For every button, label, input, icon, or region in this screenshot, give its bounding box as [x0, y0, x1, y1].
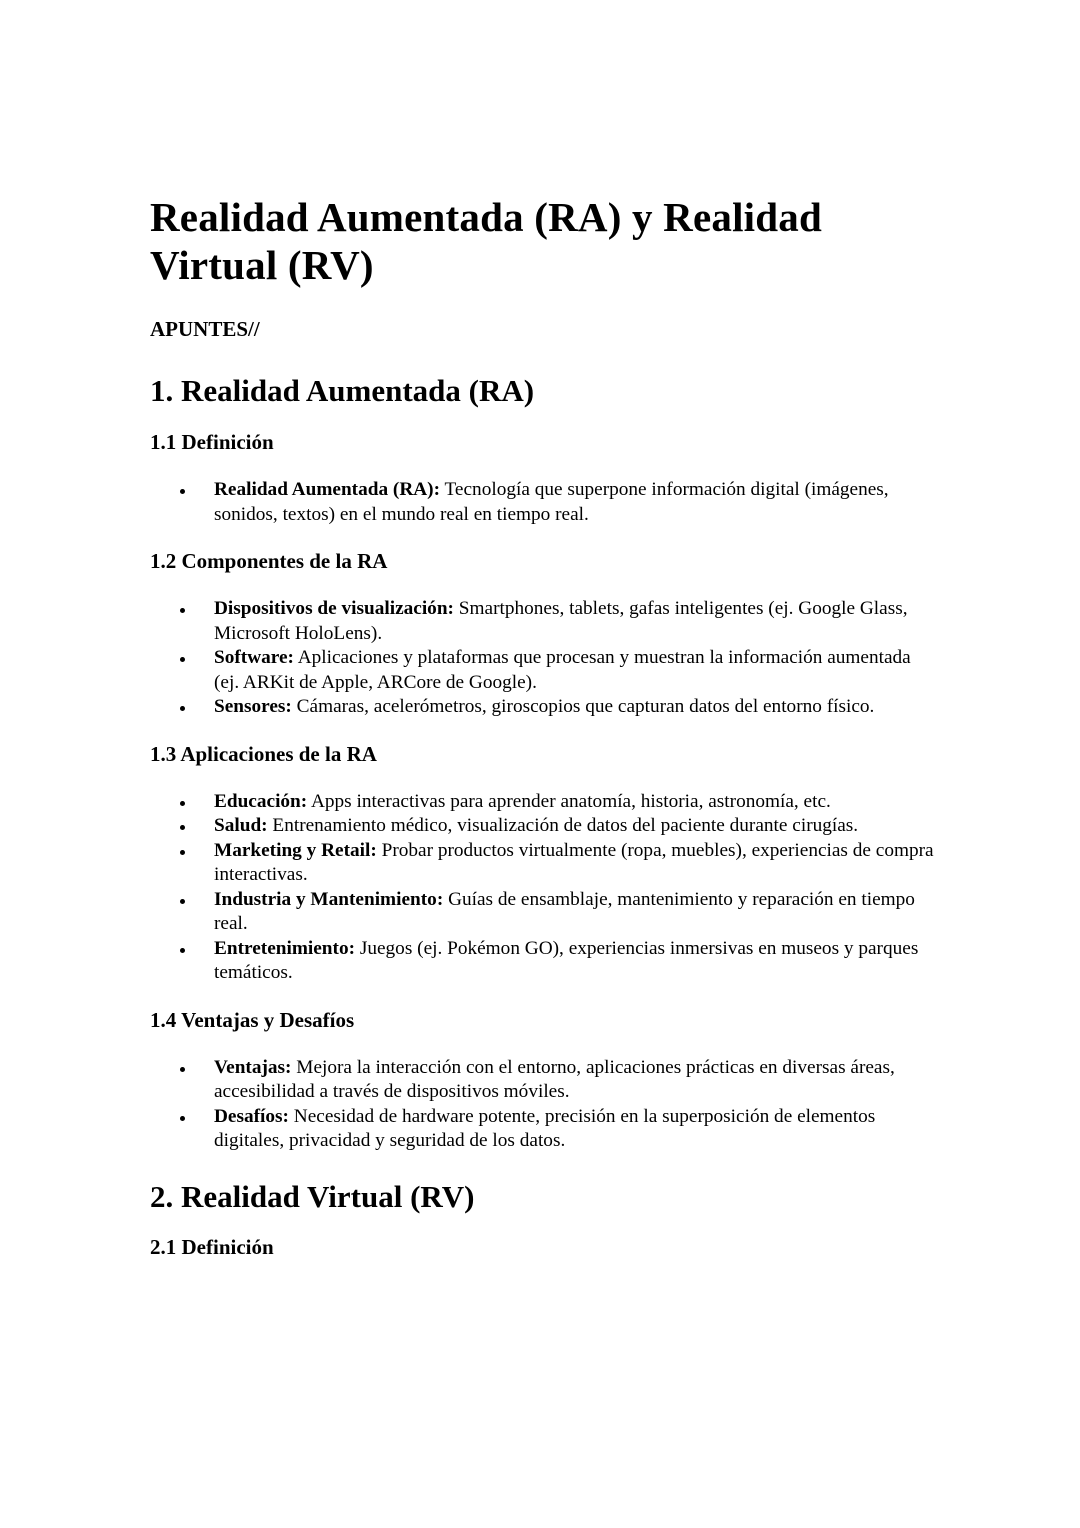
item-term: Software:	[214, 647, 294, 668]
item-term: Industria y Mantenimiento:	[214, 888, 444, 910]
subsection-heading-componentes: 1.2 Componentes de la RA	[150, 549, 388, 573]
bullet-icon	[180, 948, 185, 953]
list-item	[150, 478, 940, 527]
components-list	[150, 597, 940, 720]
section-heading-rv: 2. Realidad Virtual (RV)	[150, 1178, 475, 1214]
item-term: Marketing y Retail:	[214, 839, 377, 861]
bullet-icon	[180, 489, 185, 494]
bullet-icon	[180, 1116, 185, 1121]
item-term: Salud:	[214, 815, 268, 836]
subsection-heading-definicion: 1.1 Definición	[150, 430, 274, 454]
item-term: Sensores:	[214, 696, 292, 717]
applications-list	[150, 790, 940, 986]
item-term: Ventajas:	[214, 1056, 292, 1078]
bullet-icon	[180, 608, 185, 613]
item-term: Realidad Aumentada (RA):	[214, 479, 441, 500]
subsection-heading-aplicaciones: 1.3 Aplicaciones de la RA	[150, 741, 377, 766]
document-body	[150, 193, 940, 1260]
item-text: Cámaras, acelerómetros, giroscopios que capturan datos del entorno físico.	[291, 696, 875, 717]
list-item	[150, 597, 940, 646]
item-text: Tecnología que superpone información digital (imágenes, sonidos, textos) en el mundo real en tiempo real.	[214, 479, 889, 525]
item-term: Entretenimiento:	[214, 937, 356, 959]
list-item	[150, 888, 940, 937]
item-term: Desafíos:	[214, 1105, 289, 1127]
item-text: Entrenamiento médico, visualización de datos del paciente durante cirugías.	[267, 815, 859, 836]
item-text: Necesidad de hardware potente, precisión en la superposición de elementos digitales, privacidad y seguridad de los datos.	[214, 1105, 876, 1151]
list-item	[150, 695, 940, 720]
bullet-icon	[180, 825, 185, 830]
item-text: Probar productos virtualmente (ropa, muebles), experiencias de compra interactivas.	[214, 839, 934, 885]
bullet-icon	[180, 657, 185, 662]
notes-label: APUNTES//	[150, 317, 260, 341]
subsection-heading-ventajas: 1.4 Ventajas y Desafíos	[150, 1007, 355, 1032]
list-item	[150, 814, 940, 839]
item-term: Educación:	[214, 790, 308, 812]
advantages-list	[150, 1056, 940, 1154]
list-item	[150, 839, 940, 888]
bullet-icon	[180, 1067, 185, 1072]
item-text: Apps interactivas para aprender anatomía, historia, astronomía, etc.	[307, 790, 831, 812]
bullet-icon	[180, 850, 185, 855]
subsection-heading-definicion-rv: 2.1 Definición	[150, 1234, 274, 1259]
item-term: Dispositivos de visualización:	[214, 598, 454, 619]
list-item	[150, 1056, 940, 1105]
bullet-icon	[180, 801, 185, 806]
item-text: Mejora la interacción con el entorno, aplicaciones prácticas en diversas áreas, accesibilidad a través de dispositivos móviles.	[214, 1056, 895, 1102]
bullet-icon	[180, 899, 185, 904]
bullet-icon	[180, 706, 185, 711]
item-text: Aplicaciones y plataformas que procesan y muestran la información aumentada (ej. ARKit de Apple, ARCore de Google).	[214, 647, 911, 693]
list-item	[150, 790, 940, 815]
definition-list	[150, 478, 940, 527]
list-item	[150, 646, 940, 695]
section-heading-ra: 1. Realidad Aumentada (RA)	[150, 373, 535, 408]
item-text: Juegos (ej. Pokémon GO), experiencias inmersivas en museos y parques temáticos.	[214, 937, 919, 983]
list-item	[150, 937, 940, 986]
item-text: Guías de ensamblaje, mantenimiento y reparación en tiempo real.	[214, 888, 915, 934]
item-text: Smartphones, tablets, gafas inteligentes (ej. Google Glass, Microsoft HoloLens).	[214, 598, 908, 644]
document-title: Realidad Aumentada (RA) y Realidad Virtual (RV)	[150, 194, 822, 288]
list-item	[150, 1105, 940, 1154]
